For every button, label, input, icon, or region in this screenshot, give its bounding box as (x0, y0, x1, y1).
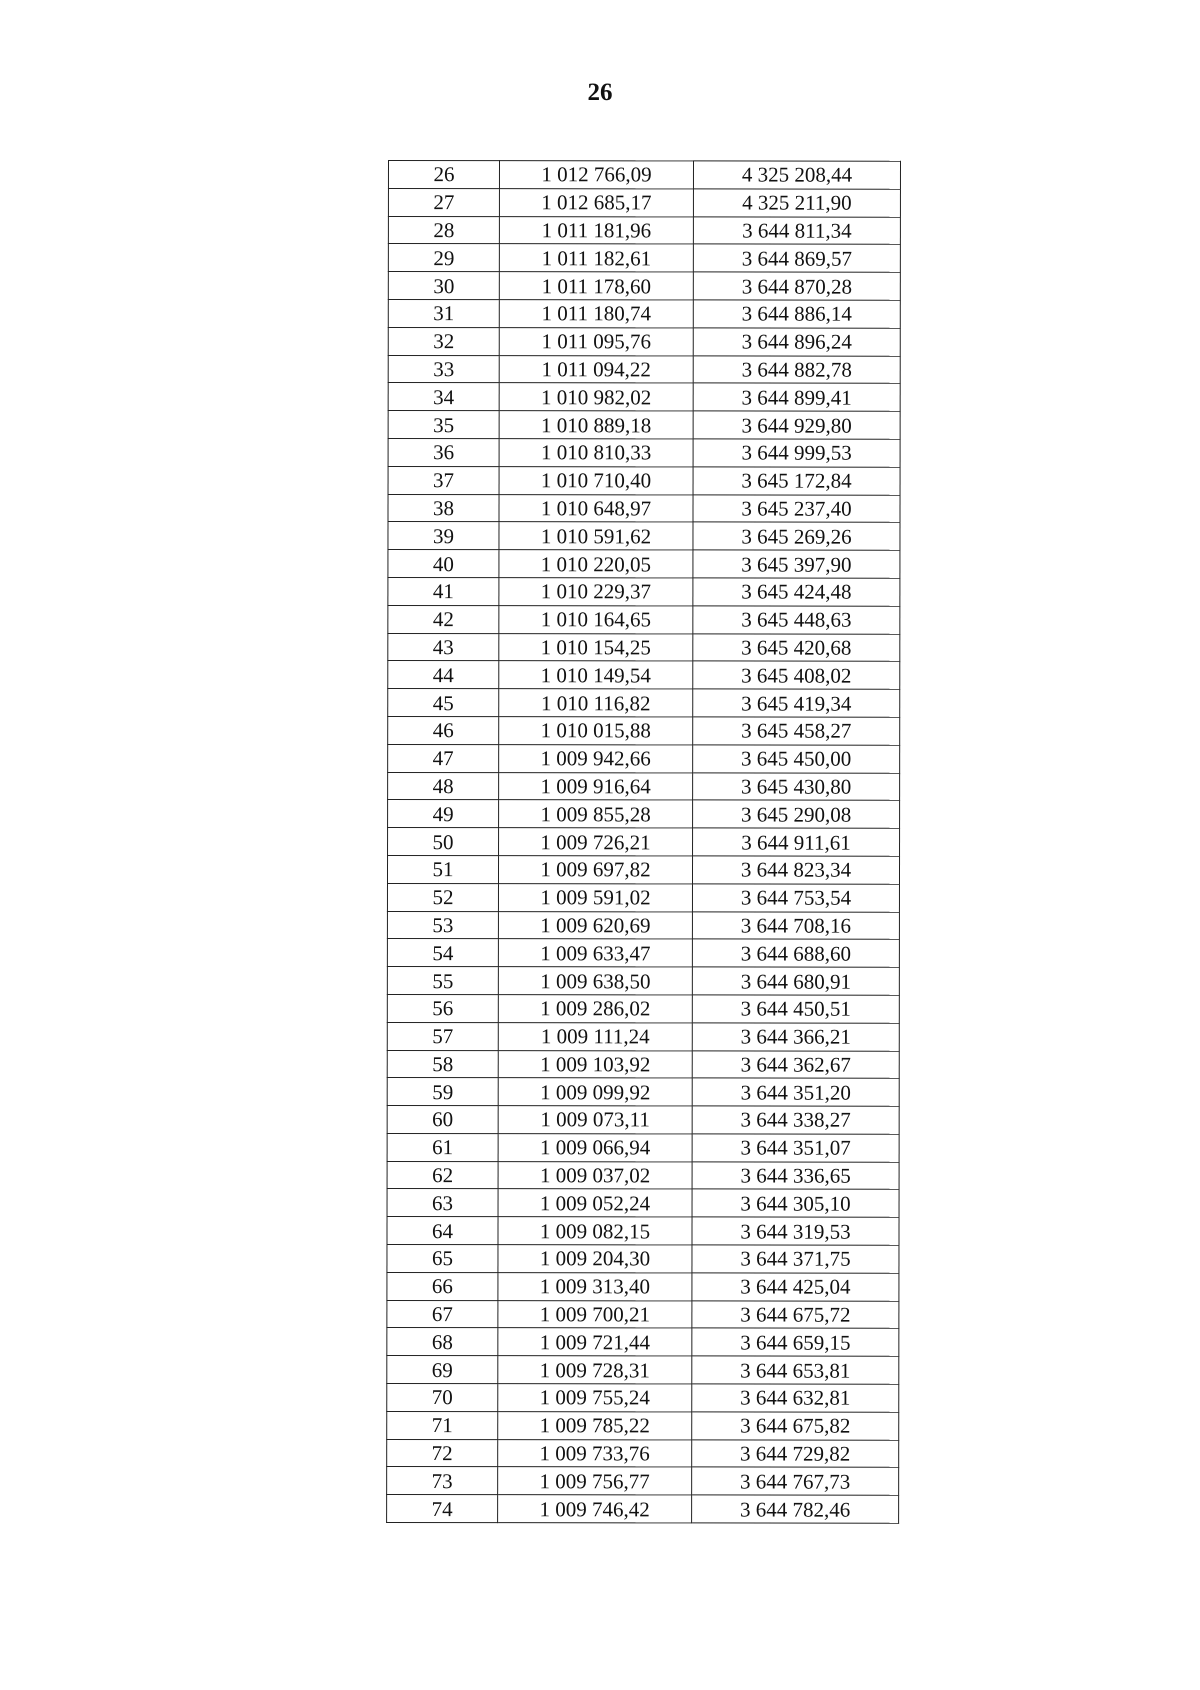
table-row (388, 716, 900, 745)
table-row (388, 272, 900, 301)
point-number-cell: 46 (388, 716, 499, 744)
y-coordinate-cell: 3 644 632,81 (692, 1384, 899, 1412)
y-coordinate-cell: 3 644 899,41 (693, 383, 900, 411)
y-coordinate-cell: 3 645 290,08 (693, 800, 900, 828)
table-row (387, 1356, 899, 1385)
x-coordinate-cell: 1 009 721,44 (498, 1328, 692, 1356)
y-coordinate-cell: 3 645 424,48 (693, 578, 900, 606)
y-coordinate-cell: 3 645 237,40 (693, 494, 900, 522)
y-coordinate-cell: 3 645 430,80 (693, 772, 900, 800)
x-coordinate-cell: 1 009 916,64 (499, 772, 693, 800)
x-coordinate-cell: 1 009 700,21 (498, 1300, 692, 1328)
y-coordinate-cell: 3 645 420,68 (693, 633, 900, 661)
x-coordinate-cell: 1 011 180,74 (499, 300, 693, 328)
point-number-cell: 36 (388, 438, 499, 466)
y-coordinate-cell: 3 645 172,84 (693, 467, 900, 495)
point-number-cell: 40 (388, 550, 499, 578)
table-row (387, 1022, 899, 1051)
x-coordinate-cell: 1 009 746,42 (498, 1495, 692, 1523)
point-number-cell: 47 (388, 744, 499, 772)
point-number-cell: 58 (387, 1050, 498, 1078)
x-coordinate-cell: 1 010 710,40 (499, 466, 693, 494)
table-row (388, 188, 900, 217)
y-coordinate-cell: 3 645 408,02 (693, 661, 900, 689)
coordinates-table (386, 160, 901, 1524)
y-coordinate-cell: 3 644 911,61 (693, 828, 900, 856)
x-coordinate-cell: 1 010 149,54 (499, 661, 693, 689)
x-coordinate-cell: 1 011 095,76 (499, 327, 693, 355)
x-coordinate-cell: 1 009 785,22 (498, 1412, 692, 1440)
y-coordinate-cell: 4 325 211,90 (693, 189, 900, 217)
x-coordinate-cell: 1 009 037,02 (498, 1161, 692, 1189)
y-coordinate-cell: 3 644 653,81 (692, 1356, 899, 1384)
y-coordinate-cell: 4 325 208,44 (693, 161, 900, 189)
table-row (388, 689, 900, 718)
point-number-cell: 27 (388, 188, 499, 216)
point-number-cell: 53 (387, 911, 498, 939)
x-coordinate-cell: 1 009 620,69 (498, 911, 692, 939)
table-row (387, 1439, 899, 1468)
y-coordinate-cell: 3 644 823,34 (692, 856, 899, 884)
table-row (387, 1411, 899, 1440)
point-number-cell: 73 (387, 1467, 498, 1495)
table-row (388, 355, 900, 384)
x-coordinate-cell: 1 010 982,02 (499, 383, 693, 411)
y-coordinate-cell: 3 645 448,63 (693, 606, 900, 634)
x-coordinate-cell: 1 009 942,66 (499, 744, 693, 772)
table-row (387, 1272, 899, 1301)
x-coordinate-cell: 1 009 697,82 (498, 856, 692, 884)
point-number-cell: 29 (388, 244, 499, 272)
y-coordinate-cell: 3 645 397,90 (693, 550, 900, 578)
y-coordinate-cell: 3 644 896,24 (693, 328, 900, 356)
point-number-cell: 42 (388, 605, 499, 633)
table-row (387, 939, 899, 968)
x-coordinate-cell: 1 009 286,02 (498, 995, 692, 1023)
y-coordinate-cell: 3 644 886,14 (693, 300, 900, 328)
table-row (387, 911, 899, 940)
y-coordinate-cell: 3 644 351,07 (692, 1134, 899, 1162)
table-row (388, 327, 900, 356)
table-row (388, 800, 900, 829)
y-coordinate-cell: 3 645 450,00 (693, 745, 900, 773)
x-coordinate-cell: 1 012 685,17 (499, 188, 693, 216)
table-row (387, 1106, 899, 1135)
point-number-cell: 72 (387, 1439, 498, 1467)
x-coordinate-cell: 1 009 066,94 (498, 1134, 692, 1162)
table-row (388, 550, 900, 579)
point-number-cell: 28 (388, 216, 499, 244)
x-coordinate-cell: 1 009 591,02 (498, 883, 692, 911)
y-coordinate-cell: 3 644 870,28 (693, 272, 900, 300)
point-number-cell: 48 (388, 772, 499, 800)
x-coordinate-cell: 1 010 889,18 (499, 411, 693, 439)
table-row (387, 994, 899, 1023)
y-coordinate-cell: 3 644 351,20 (692, 1078, 899, 1106)
x-coordinate-cell: 1 012 766,09 (499, 161, 693, 189)
x-coordinate-cell: 1 009 111,24 (498, 1022, 692, 1050)
y-coordinate-cell: 3 644 371,75 (692, 1245, 899, 1273)
y-coordinate-cell: 3 644 708,16 (692, 911, 899, 939)
table-row (387, 967, 899, 996)
point-number-cell: 69 (387, 1356, 498, 1384)
y-coordinate-cell: 3 644 450,51 (692, 995, 899, 1023)
table-row (388, 299, 900, 328)
table-row (387, 855, 899, 884)
table-row (388, 466, 900, 495)
point-number-cell: 45 (388, 689, 499, 717)
table-row (388, 438, 900, 467)
y-coordinate-cell: 3 644 869,57 (693, 244, 900, 272)
table-row (388, 828, 900, 857)
point-number-cell: 56 (387, 994, 498, 1022)
x-coordinate-cell: 1 009 855,28 (499, 800, 693, 828)
y-coordinate-cell: 3 644 319,53 (692, 1217, 899, 1245)
x-coordinate-cell: 1 009 756,77 (498, 1467, 692, 1495)
y-coordinate-cell: 3 644 753,54 (692, 884, 899, 912)
y-coordinate-cell: 3 644 882,78 (693, 356, 900, 384)
point-number-cell: 74 (387, 1495, 498, 1523)
table-row (387, 1300, 899, 1329)
x-coordinate-cell: 1 010 164,65 (499, 605, 693, 633)
x-coordinate-cell: 1 010 810,33 (499, 439, 693, 467)
point-number-cell: 31 (388, 299, 499, 327)
point-number-cell: 60 (387, 1106, 498, 1134)
y-coordinate-cell: 3 644 366,21 (692, 1023, 899, 1051)
y-coordinate-cell: 3 644 999,53 (693, 439, 900, 467)
y-coordinate-cell: 3 644 688,60 (692, 939, 899, 967)
x-coordinate-cell: 1 010 229,37 (499, 578, 693, 606)
x-coordinate-cell: 1 009 638,50 (498, 967, 692, 995)
point-number-cell: 43 (388, 633, 499, 661)
table-row (388, 494, 900, 523)
x-coordinate-cell: 1 009 726,21 (499, 828, 693, 856)
x-coordinate-cell: 1 009 733,76 (498, 1439, 692, 1467)
point-number-cell: 62 (387, 1161, 498, 1189)
x-coordinate-cell: 1 009 313,40 (498, 1273, 692, 1301)
table-row (388, 411, 900, 440)
table-row (388, 772, 900, 801)
x-coordinate-cell: 1 010 591,62 (499, 522, 693, 550)
point-number-cell: 30 (388, 272, 499, 300)
y-coordinate-cell: 3 645 458,27 (693, 717, 900, 745)
coordinates-table-body (387, 161, 901, 1524)
table-row (388, 161, 900, 190)
x-coordinate-cell: 1 009 755,24 (498, 1384, 692, 1412)
point-number-cell: 68 (387, 1328, 498, 1356)
x-coordinate-cell: 1 009 082,15 (498, 1217, 692, 1245)
point-number-cell: 32 (388, 327, 499, 355)
y-coordinate-cell: 3 644 680,91 (692, 967, 899, 995)
x-coordinate-cell: 1 010 015,88 (499, 717, 693, 745)
table-row (388, 244, 900, 273)
x-coordinate-cell: 1 010 648,97 (499, 494, 693, 522)
point-number-cell: 70 (387, 1384, 498, 1412)
point-number-cell: 59 (387, 1078, 498, 1106)
table-row (388, 744, 900, 773)
table-row (387, 1217, 899, 1246)
y-coordinate-cell: 3 644 336,65 (692, 1162, 899, 1190)
table-row (388, 605, 900, 634)
x-coordinate-cell: 1 011 182,61 (499, 244, 693, 272)
y-coordinate-cell: 3 644 729,82 (692, 1440, 899, 1468)
y-coordinate-cell: 3 644 338,27 (692, 1106, 899, 1134)
table-row (388, 633, 900, 662)
y-coordinate-cell: 3 644 767,73 (692, 1467, 899, 1495)
x-coordinate-cell: 1 011 181,96 (499, 216, 693, 244)
x-coordinate-cell: 1 009 728,31 (498, 1356, 692, 1384)
point-number-cell: 54 (387, 939, 498, 967)
point-number-cell: 57 (387, 1022, 498, 1050)
x-coordinate-cell: 1 009 099,92 (498, 1078, 692, 1106)
table-row (387, 1050, 899, 1079)
x-coordinate-cell: 1 009 073,11 (498, 1106, 692, 1134)
point-number-cell: 34 (388, 383, 499, 411)
table-row (387, 1328, 899, 1357)
table-row (387, 1078, 899, 1107)
y-coordinate-cell: 3 644 675,82 (692, 1412, 899, 1440)
point-number-cell: 38 (388, 494, 499, 522)
y-coordinate-cell: 3 644 305,10 (692, 1189, 899, 1217)
y-coordinate-cell: 3 645 269,26 (693, 522, 900, 550)
x-coordinate-cell: 1 009 052,24 (498, 1189, 692, 1217)
table-row (388, 216, 900, 245)
table-row (387, 1245, 899, 1274)
table-row (387, 1495, 899, 1524)
table-row (387, 883, 899, 912)
table-row (387, 1467, 899, 1496)
table-row (388, 661, 900, 690)
x-coordinate-cell: 1 011 094,22 (499, 355, 693, 383)
point-number-cell: 41 (388, 577, 499, 605)
point-number-cell: 51 (387, 855, 498, 883)
point-number-cell: 61 (387, 1133, 498, 1161)
point-number-cell: 49 (388, 800, 499, 828)
table-row (388, 577, 900, 606)
point-number-cell: 39 (388, 522, 499, 550)
point-number-cell: 33 (388, 355, 499, 383)
point-number-cell: 64 (387, 1217, 498, 1245)
point-number-cell: 50 (388, 828, 499, 856)
y-coordinate-cell: 3 644 659,15 (692, 1328, 899, 1356)
point-number-cell: 35 (388, 411, 499, 439)
x-coordinate-cell: 1 009 204,30 (498, 1245, 692, 1273)
y-coordinate-cell: 3 644 675,72 (692, 1301, 899, 1329)
point-number-cell: 71 (387, 1411, 498, 1439)
x-coordinate-cell: 1 010 220,05 (499, 550, 693, 578)
x-coordinate-cell: 1 010 116,82 (499, 689, 693, 717)
page-number: 26 (587, 79, 613, 106)
point-number-cell: 52 (387, 883, 498, 911)
point-number-cell: 65 (387, 1245, 498, 1273)
y-coordinate-cell: 3 644 929,80 (693, 411, 900, 439)
table-row (387, 1189, 899, 1218)
table-row (387, 1133, 899, 1162)
y-coordinate-cell: 3 644 362,67 (692, 1050, 899, 1078)
x-coordinate-cell: 1 011 178,60 (499, 272, 693, 300)
y-coordinate-cell: 3 644 782,46 (692, 1495, 899, 1523)
x-coordinate-cell: 1 009 633,47 (498, 939, 692, 967)
x-coordinate-cell: 1 010 154,25 (499, 633, 693, 661)
table-row (387, 1384, 899, 1413)
table-row (388, 383, 900, 412)
y-coordinate-cell: 3 644 811,34 (693, 217, 900, 245)
point-number-cell: 26 (388, 161, 499, 189)
point-number-cell: 66 (387, 1272, 498, 1300)
y-coordinate-cell: 3 645 419,34 (693, 689, 900, 717)
point-number-cell: 67 (387, 1300, 498, 1328)
y-coordinate-cell: 3 644 425,04 (692, 1273, 899, 1301)
x-coordinate-cell: 1 009 103,92 (498, 1050, 692, 1078)
point-number-cell: 44 (388, 661, 499, 689)
point-number-cell: 37 (388, 466, 499, 494)
table-row (388, 522, 900, 551)
point-number-cell: 63 (387, 1189, 498, 1217)
table-row (387, 1161, 899, 1190)
point-number-cell: 55 (387, 967, 498, 995)
